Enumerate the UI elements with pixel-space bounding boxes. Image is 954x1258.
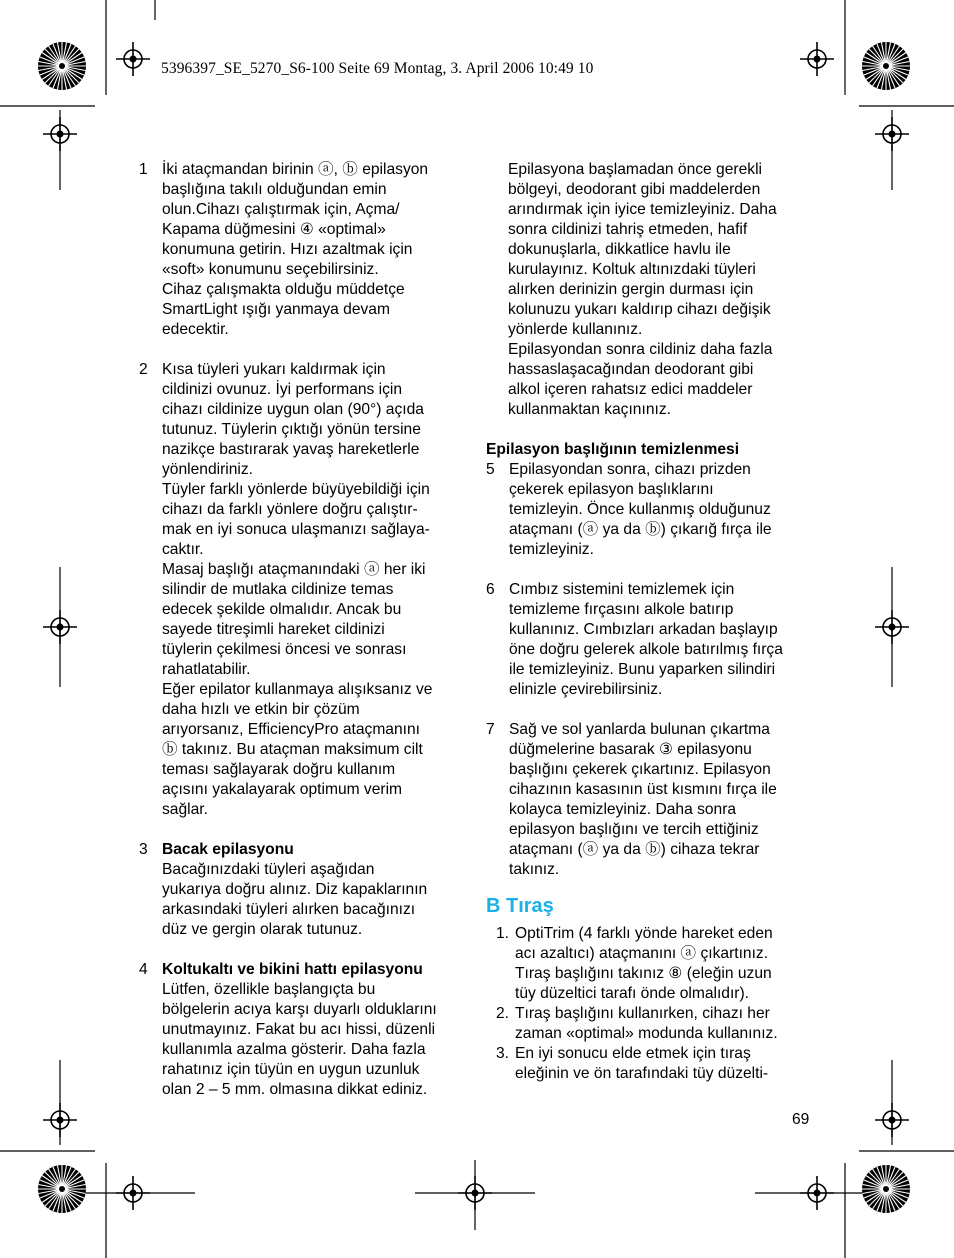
step-line: Sağ ve sol yanlarda bulunan çıkartma <box>509 721 770 738</box>
step-line: temizleme fırçasını alkole batırıp <box>509 601 734 618</box>
step-7 <box>486 720 816 880</box>
step-line: kolunuzu yukarı kaldırıp cihazı değişik <box>508 301 771 318</box>
step-line: temizleyiniz. <box>509 541 594 558</box>
step-line: İki ataçmandan birinin ⓐ, ⓑ epilasyon <box>162 161 429 178</box>
step-line: kurulayınız. Koltuk altınızdaki tüyleri <box>508 261 756 278</box>
step-4-continued <box>486 160 816 420</box>
step-line: Eğer epilator kullanmaya alışıksanız ve <box>162 681 433 698</box>
step-line: Cihaz çalışmakta olduğu müddetçe <box>162 281 405 298</box>
right-column <box>486 160 816 1084</box>
step-4 <box>139 960 469 1100</box>
step-line: mak en iyi sonuca ulaşmanızı sağlaya- <box>162 521 430 538</box>
step-line: arındırmak için iyice temizleyiniz. Daha <box>508 201 777 218</box>
shaving-steps <box>486 924 816 1084</box>
step-line: açısını yakalayarak optimum verim <box>162 781 403 798</box>
step-3 <box>139 840 469 940</box>
step-line: En iyi sonucu elde etmek için tıraş <box>515 1045 751 1062</box>
step-line: acı azaltıcı) ataçmanını ⓐ çıkartınız. <box>515 945 769 962</box>
step-line: caktır. <box>162 541 204 558</box>
step-line: Tüyler farklı yönlerde büyüyebildiği için <box>162 481 430 498</box>
step-line: tutunuz. Tüylerin çıktığı yönün tersine <box>162 421 421 438</box>
step-line: arıyorsanız, EfficiencyPro ataçmanını <box>162 721 420 738</box>
step-number: 3. <box>496 1045 510 1062</box>
step-line: olun.Cihazı çalıştırmak için, Açma/ <box>162 201 400 218</box>
step-line: başlığını çekerek çıkartınız. Epilasyon <box>509 761 771 778</box>
step-line: silindir de mutlaka cildinize temas <box>162 581 394 598</box>
step-line: cildinizi ovunuz. İyi performans için <box>162 381 403 398</box>
step-title: Bacak epilasyonu <box>162 841 294 858</box>
left-column <box>139 160 469 1100</box>
step-line: rahatlatabilir. <box>162 661 251 678</box>
step-number: 6 <box>486 581 495 598</box>
step-line: zaman «optimal» modunda kullanınız. <box>515 1025 778 1042</box>
step-number: 4 <box>139 961 148 978</box>
step-line: Epilasyondan sonra cildiniz daha fazla <box>508 341 773 358</box>
step-line: dokunuşlarla, dikkatlice havlu ile <box>508 241 731 258</box>
step-line: çekerek epilasyon başlıklarını <box>509 481 714 498</box>
step-line: ile temizleyiniz. Bunu yaparken silindiri <box>509 661 776 678</box>
step-line: düz ve gergin olarak tutunuz. <box>162 921 363 938</box>
step-line: Lütfen, özellikle başlangıçta bu <box>162 981 376 998</box>
step-line: cihazı cildinize uygun olan (90°) açıda <box>162 401 424 418</box>
step-line: yönlerde kullanınız. <box>508 321 643 338</box>
step-line: Tıraş başlığını takınız ⑧ (eleğin uzun <box>515 965 772 982</box>
step-line: düğmelerine basarak ③ epilasyonu <box>509 741 752 758</box>
step-line: sayede titreşimli hareket cildinizi <box>162 621 385 638</box>
step-line: kullanınız. Cımbızları arkadan başlayıp <box>509 621 778 638</box>
shave-step-3 <box>486 1044 816 1084</box>
step-6 <box>486 580 816 700</box>
step-line: bölgeyi, deodorant gibi maddelerden <box>508 181 761 198</box>
print-header: 5396397_SE_5270_S6-100 Seite 69 Montag, 3. April 2006 10:49 10 <box>161 60 594 77</box>
cleaning-heading: Epilasyon başlığının temizlenmesi <box>486 441 740 458</box>
shave-step-2 <box>486 1004 816 1044</box>
step-line: «soft» konumunu seçebilirsiniz. <box>162 261 379 278</box>
step-number: 2. <box>496 1005 510 1022</box>
step-line: ataçmanı (ⓐ ya da ⓑ) cihaza tekrar <box>509 841 760 858</box>
step-line: OptiTrim (4 farklı yönde hareket eden <box>515 925 773 942</box>
step-line: ⓑ takınız. Bu ataçman maksimum cilt <box>162 741 423 758</box>
step-line: cihazı da farklı yönlere doğru çalıştır- <box>162 501 418 518</box>
step-line: Epilasyona başlamadan önce gerekli <box>508 161 762 178</box>
step-line: Bacağınızdaki tüyleri aşağıdan <box>162 861 375 878</box>
step-line: teması sağlayarak doğru kullanım <box>162 761 396 778</box>
step-line: yukarıya doğru alınız. Diz kapaklarının <box>162 881 428 898</box>
step-title: Koltukaltı ve bikini hattı epilasyonu <box>162 961 423 978</box>
step-line: daha hızlı ve etkin bir çözüm <box>162 701 360 718</box>
step-line: alırken derinizin gergin durması için <box>508 281 754 298</box>
step-number: 1. <box>496 925 510 942</box>
step-number: 1 <box>139 161 148 178</box>
step-line: edecek şekilde olmalıdır. Ancak bu <box>162 601 402 618</box>
step-line: Kısa tüyleri yukarı kaldırmak için <box>162 361 386 378</box>
step-line: kullanmaktan kaçınınız. <box>508 401 671 418</box>
step-line: hassaslaşacağından deodorant gibi <box>508 361 754 378</box>
shave-step-1 <box>486 924 816 1004</box>
step-number: 3 <box>139 841 148 858</box>
page-number: 69 <box>792 1111 810 1128</box>
step-1 <box>139 160 469 340</box>
step-line: olan 2 – 5 mm. olmasına dikkat ediniz. <box>162 1081 428 1098</box>
step-line: arkasındaki tüyleri alırken bacağınızı <box>162 901 416 918</box>
step-number: 5 <box>486 461 495 478</box>
step-line: alkol içeren rahatsız edici maddeler <box>508 381 753 398</box>
step-line: bölgelerin acıya karşı duyarlı olduklarını <box>162 1001 437 1018</box>
step-line: takınız. <box>509 861 560 878</box>
step-number: 2 <box>139 361 148 378</box>
step-line: sağlar. <box>162 801 208 818</box>
step-line: konumuna getirin. Hızı azaltmak için <box>162 241 413 258</box>
step-line: Cımbız sistemini temizlemek için <box>509 581 735 598</box>
step-line: SmartLight ışığı yanmaya devam <box>162 301 390 318</box>
step-line: tüylerin çekilmesi öncesi ve sonrası <box>162 641 407 658</box>
step-line: Kapama düğmesini ④ «optimal» <box>162 221 386 238</box>
step-line: Masaj başlığı ataçmanındaki ⓐ her iki <box>162 561 426 578</box>
step-line: kullanımla azalma gösterir. Daha fazla <box>162 1041 426 1058</box>
step-5 <box>486 460 816 560</box>
step-line: tüy düzeltici tarafı önde olmalıdır). <box>515 985 750 1002</box>
step-line: nazikçe bastırarak yavaş hareketlerle <box>162 441 420 458</box>
step-line: başlığına takılı olduğundan emin <box>162 181 387 198</box>
step-line: Epilasyondan sonra, cihazı prizden <box>509 461 751 478</box>
step-line: sonra cildinizi tahriş etmeden, hafif <box>508 221 748 238</box>
step-2 <box>139 360 469 820</box>
step-line: edecektir. <box>162 321 229 338</box>
step-line: elinizle çevirebilirsiniz. <box>509 681 663 698</box>
section-title-shaving: B Tıraş <box>486 895 554 917</box>
step-line: cihazının kasasının üst kısmını fırça ile <box>509 781 777 798</box>
step-line: Tıraş başlığını kullanırken, cihazı her <box>515 1005 770 1022</box>
step-line: rahatınız için tüyün en uygun uzunluk <box>162 1061 420 1078</box>
step-number: 7 <box>486 721 495 738</box>
step-line: temizleyin. Önce kullanmış olduğunuz <box>509 501 771 518</box>
step-line: yönlendiriniz. <box>162 461 254 478</box>
step-line: ataçmanı (ⓐ ya da ⓑ) çıkarığ fırça ile <box>509 521 772 538</box>
step-line: unutmayınız. Fakat bu acı hissi, düzenli <box>162 1021 436 1038</box>
step-line: öne doğru gelerek alkole batırılmış fırça <box>509 641 783 658</box>
step-line: eleğinin ve ön tarafındaki tüy düzelti- <box>515 1065 769 1082</box>
step-line: kolayca temizleyiniz. Daha sonra <box>509 801 737 818</box>
step-line: epilasyon başlığını ve tercih ettiğiniz <box>509 821 759 838</box>
